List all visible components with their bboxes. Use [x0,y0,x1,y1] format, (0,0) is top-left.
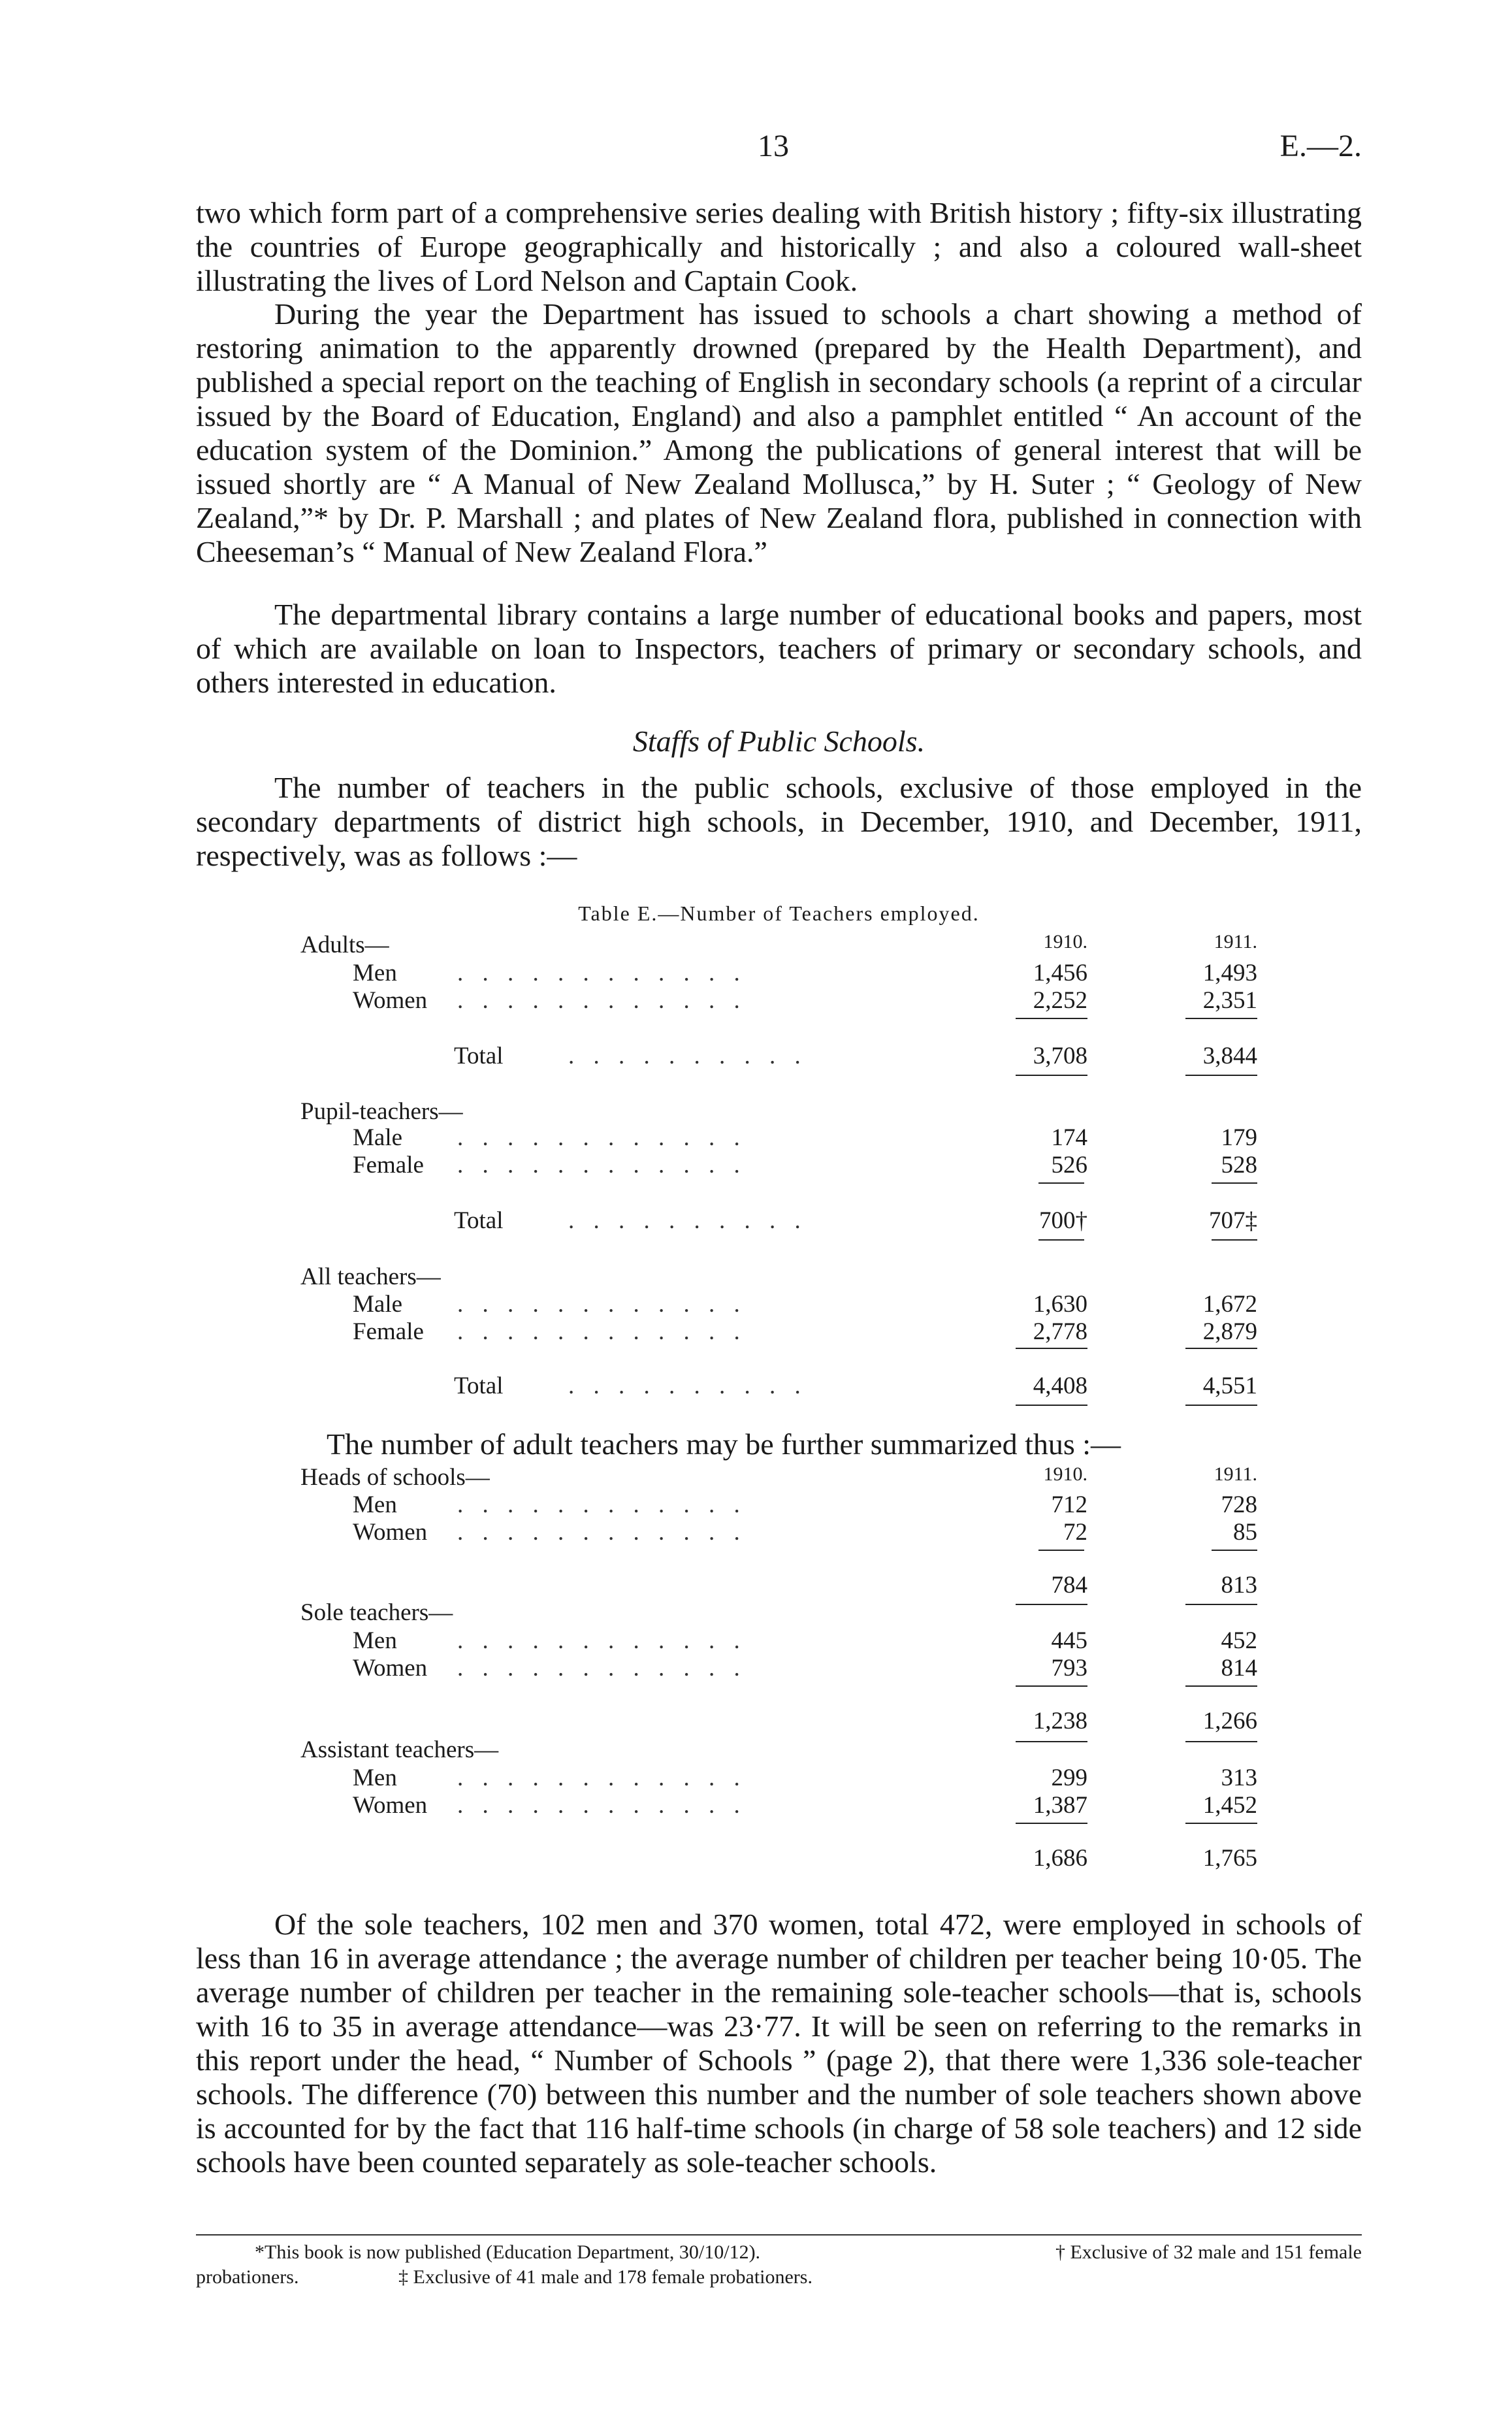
cell-1910: 1,387 [1033,1792,1087,1819]
row-label: Male [353,1291,403,1318]
cell-1910: 2,252 [1033,987,1087,1014]
leader-dots: . . . . . . . . . . . . [457,960,747,986]
year-header-1911: 1911. [1214,1463,1257,1485]
table-row [0,1599,1512,1627]
page-header [196,128,1362,167]
footnote-asterisk: *This book is now published (Education Department, 30/10/12). [255,2241,761,2263]
cell-1910: 712 [1051,1491,1087,1518]
cell-1910: 784 [1051,1572,1087,1599]
leader-dots: . . . . . . . . . . . . [457,1764,747,1791]
sum-rule [1185,1348,1257,1349]
paragraph-5: The number of adult teachers may be further summarized thus :— [327,1427,1121,1461]
table-row [0,1042,1512,1071]
table-row [0,1151,1512,1180]
table-row [0,1764,1512,1793]
row-label: Women [353,1655,428,1682]
sum-rule [1185,1823,1257,1824]
table-row [0,1463,1512,1492]
table-row [0,1263,1512,1292]
cell-1911: 2,879 [1202,1318,1257,1345]
table-row [0,986,1512,1015]
sum-rule [1185,1741,1257,1742]
cell-1911: 452 [1221,1627,1257,1654]
cell-1911: 707‡ [1209,1207,1257,1234]
leader-dots: . . . . . . . . . . . . [457,1318,747,1345]
document-code: E.—2. [1279,129,1362,163]
cell-1911: 85 [1233,1519,1257,1546]
row-label: Sole teachers— [300,1599,453,1626]
table-row [0,1571,1512,1600]
cell-1911: 814 [1221,1655,1257,1682]
cell-1910: 4,408 [1033,1373,1087,1399]
cell-1911: 4,551 [1202,1373,1257,1399]
table-row [0,1124,1512,1152]
paragraph-3: The departmental library contains a large number of educational books and papers, most of which are available on loan to Inspectors, teachers of primary or secondary schools, and others interested in education. [196,598,1362,699]
cell-1911: 728 [1221,1491,1257,1518]
cell-1911: 1,452 [1202,1792,1257,1819]
cell-1911: 2,351 [1202,987,1257,1014]
cell-1910: 1,238 [1033,1708,1087,1734]
sum-rule [1038,1239,1084,1241]
paragraph-4: The number of teachers in the public schools, exclusive of those employed in the secondary departments of district high schools, in December, 1910, and December, 1911, respectively, was as follows :— [196,771,1362,872]
table-row [0,1791,1512,1820]
row-label: Female [353,1152,424,1179]
row-label: Men [353,1491,397,1518]
sum-rule [1038,1182,1084,1184]
cell-1911: 1,765 [1202,1845,1257,1872]
sum-rule [1212,1182,1257,1184]
table-row [0,1844,1512,1873]
cell-1911: 3,844 [1202,1043,1257,1069]
table-row [0,1707,1512,1736]
cell-1911: 1,266 [1202,1708,1257,1734]
sum-rule [1038,1550,1084,1551]
row-label: Total [454,1043,504,1069]
year-header-1910: 1910. [1043,1463,1087,1485]
table-row [0,1290,1512,1319]
cell-1910: 1,456 [1033,960,1087,986]
row-label: Men [353,1627,397,1654]
cell-1910: 700† [1039,1207,1087,1234]
table-row [0,1627,1512,1655]
leader-dots: . . . . . . . . . . . . [457,1491,747,1518]
cell-1910: 793 [1051,1655,1087,1682]
sum-rule [1212,1239,1257,1241]
year-header-1911: 1911. [1214,931,1257,952]
cell-1911: 1,493 [1202,960,1257,986]
sum-rule [1185,1685,1257,1687]
table-row [0,931,1512,960]
leader-dots: . . . . . . . . . . [568,1373,807,1399]
table-e-caption: Table E.—Number of Teachers employed. [578,902,980,925]
sum-rule [1185,1604,1257,1605]
footnote-double-dagger: ‡ Exclusive of 41 male and 178 female probationers. [398,2266,812,2288]
sum-rule [1016,1604,1087,1605]
table-row [0,1098,1512,1126]
row-label: Pupil-teachers— [300,1098,463,1125]
row-label: Female [353,1318,424,1345]
cell-1910: 526 [1051,1152,1087,1179]
sum-rule [1016,1823,1087,1824]
footnote-dagger: † Exclusive of 32 male and 151 female [1055,2241,1362,2263]
cell-1910: 1,686 [1033,1845,1087,1872]
cell-1911: 313 [1221,1764,1257,1791]
sum-rule [1016,1348,1087,1349]
paragraph-1: two which form part of a comprehensive series dealing with British history ; fifty-six illustrating the countries of Europe geographically and historically ; and also a coloured wall-sheet illustrating the lives of Lord Nelson and Captain Cook. [196,196,1362,297]
row-label: Men [353,960,397,986]
leader-dots: . . . . . . . . . . . . [457,1291,747,1318]
cell-1911: 528 [1221,1152,1257,1179]
footnote-continuation: probationers. [196,2266,299,2288]
row-label: Heads of schools— [300,1464,490,1491]
sum-rule [1016,1075,1087,1076]
table-row [0,959,1512,988]
row-label: Assistant teachers— [300,1736,499,1763]
cell-1910: 445 [1051,1627,1087,1654]
leader-dots: . . . . . . . . . . . . [457,1655,747,1682]
paragraph-6: Of the sole teachers, 102 men and 370 women, total 472, were employed in schools of less than 16 in average attendance ; the average number of children per teacher being 10·05. The average number of children per teacher in the remaining sole-teacher schools—that is, schools with 16 to 35 in average attendance—was 23·77. It will be seen on referring to the remarks in this report under the head, “ Number of Schools ” (page 2), that there were 1,336 sole-teacher schools. The difference (70) between this number and the number of sole teachers shown above is accounted for by the fact that 116 half-time schools (in charge of 58 sole teachers) and 12 side schools have been counted separately as sole-teacher schools. [196,1908,1362,2179]
row-label: Total [454,1207,504,1234]
sum-rule [1212,1550,1257,1551]
table-row [0,1207,1512,1235]
row-label: Men [353,1764,397,1791]
leader-dots: . . . . . . . . . . . . [457,1519,747,1546]
row-label: Women [353,1519,428,1546]
leader-dots: . . . . . . . . . . [568,1043,807,1069]
row-label: Male [353,1124,403,1151]
leader-dots: . . . . . . . . . . . . [457,1124,747,1151]
table-row [0,1518,1512,1547]
sum-rule [1185,1075,1257,1076]
leader-dots: . . . . . . . . . . [568,1207,807,1234]
sum-rule [1016,1018,1087,1019]
sum-rule [1185,1018,1257,1019]
sum-rule [1016,1685,1087,1687]
cell-1910: 2,778 [1033,1318,1087,1345]
sum-rule [1016,1405,1087,1406]
cell-1910: 299 [1051,1764,1087,1791]
leader-dots: . . . . . . . . . . . . [457,1792,747,1819]
row-label: Women [353,987,428,1014]
cell-1910: 72 [1063,1519,1087,1546]
cell-1910: 174 [1051,1124,1087,1151]
table-row [0,1318,1512,1346]
row-label: Total [454,1373,504,1399]
table-row [0,1736,1512,1764]
cell-1911: 179 [1221,1124,1257,1151]
row-label: Women [353,1792,428,1819]
table-row [0,1491,1512,1520]
sum-rule [1016,1741,1087,1742]
year-header-1910: 1910. [1043,931,1087,952]
row-label: Adults— [300,932,389,958]
table-row [0,1654,1512,1683]
row-label: All teachers— [300,1263,441,1290]
sum-rule [1185,1405,1257,1406]
cell-1911: 813 [1221,1572,1257,1599]
leader-dots: . . . . . . . . . . . . [457,1152,747,1179]
leader-dots: . . . . . . . . . . . . [457,987,747,1014]
cell-1911: 1,672 [1202,1291,1257,1318]
footnote-rule [196,2234,1362,2236]
page-number: 13 [758,129,789,163]
cell-1910: 1,630 [1033,1291,1087,1318]
table-row [0,1372,1512,1401]
paragraph-2: During the year the Department has issued to schools a chart showing a method of restoring animation to the apparently drowned (prepared by the Health Department), and published a special report on the teaching of English in secondary schools (a reprint of a circular issued by the Board of Education, England) and also a pamphlet entitled “ An account of the education system of the Dominion.” Among the publications of general interest that will be issued shortly are “ A Manual of New Zealand Mollusca,” by H. Suter ; “ Geology of New Zealand,”* by Dr. P. Marshall ; and plates of New Zealand flora, published in connection with Cheeseman’s “ Manual of New Zealand Flora.” [196,297,1362,568]
cell-1910: 3,708 [1033,1043,1087,1069]
leader-dots: . . . . . . . . . . . . [457,1627,747,1654]
section-heading: Staffs of Public Schools. [632,724,925,758]
